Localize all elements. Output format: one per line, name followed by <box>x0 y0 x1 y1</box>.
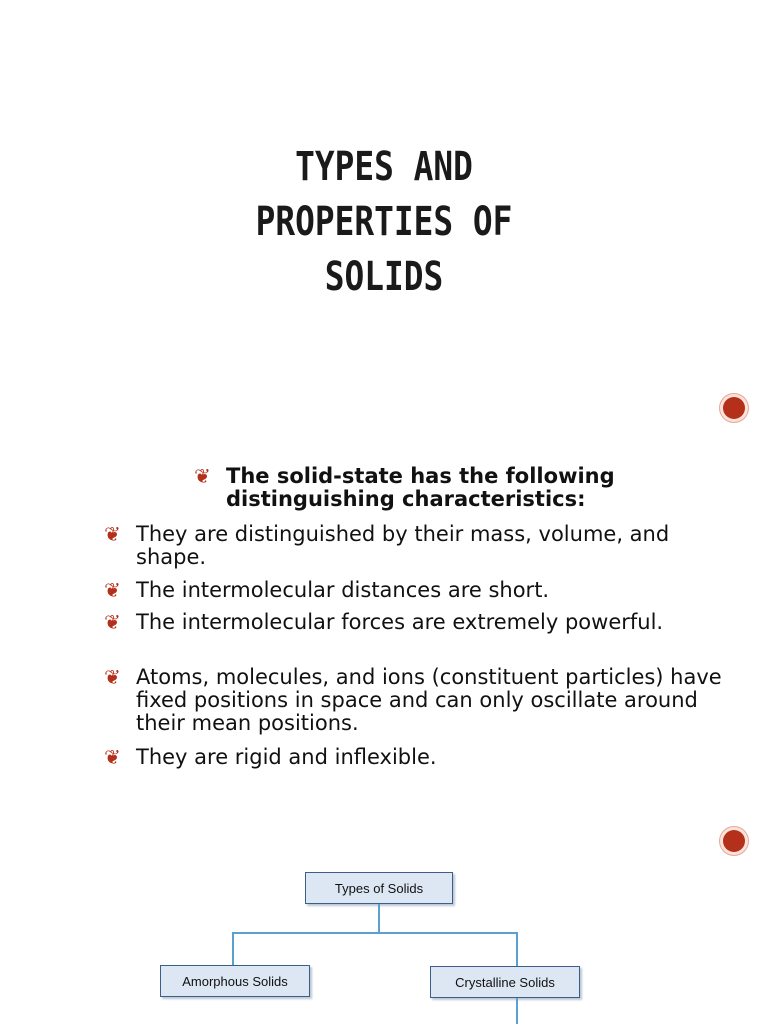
lead-text: The solid-state has the following distinguishing characteristics: <box>226 464 615 511</box>
list-item <box>104 523 744 569</box>
connector-line <box>232 932 518 934</box>
list-item-text: They are distinguished by their mass, volume, and shape. <box>136 522 670 569</box>
connector-line <box>516 932 518 966</box>
title-line-3: SOLIDS <box>324 254 444 300</box>
list-item-text: The intermolecular distances are short. <box>136 578 550 602</box>
swirl-bullet-icon: ❦ <box>104 578 121 602</box>
list-item <box>104 579 744 602</box>
diagram-left-box: Amorphous Solids <box>160 965 310 997</box>
swirl-bullet-icon: ❦ <box>104 745 121 769</box>
list-item-text: They are rigid and inflexible. <box>136 745 437 769</box>
list-item <box>104 611 744 634</box>
title-slide <box>0 0 768 380</box>
connector-line <box>516 998 518 1024</box>
slide-marker-dot-icon <box>723 830 745 852</box>
connector-line <box>378 904 380 934</box>
list-item <box>104 666 744 735</box>
title-line-2: PROPERTIES OF <box>255 199 513 245</box>
diagram-root-box: Types of Solids <box>305 872 453 904</box>
swirl-bullet-icon: ❦ <box>104 522 121 546</box>
swirl-bullet-icon: ❦ <box>194 464 211 488</box>
swirl-bullet-icon: ❦ <box>104 610 121 634</box>
slide-marker-dot-icon <box>723 397 745 419</box>
list-item-text: Atoms, molecules, and ions (constituent particles) have fixed positions in space and can only oscillate around their mean positions. <box>136 665 722 735</box>
slide-title <box>69 140 699 305</box>
connector-line <box>232 932 234 966</box>
diagram-right-box: Crystalline Solids <box>430 966 580 998</box>
list-item-text: The intermolecular forces are extremely powerful. <box>136 610 664 634</box>
swirl-bullet-icon: ❦ <box>104 665 121 689</box>
title-line-1: TYPES AND <box>295 144 473 190</box>
list-item <box>104 746 744 769</box>
lead-bullet <box>194 465 664 511</box>
